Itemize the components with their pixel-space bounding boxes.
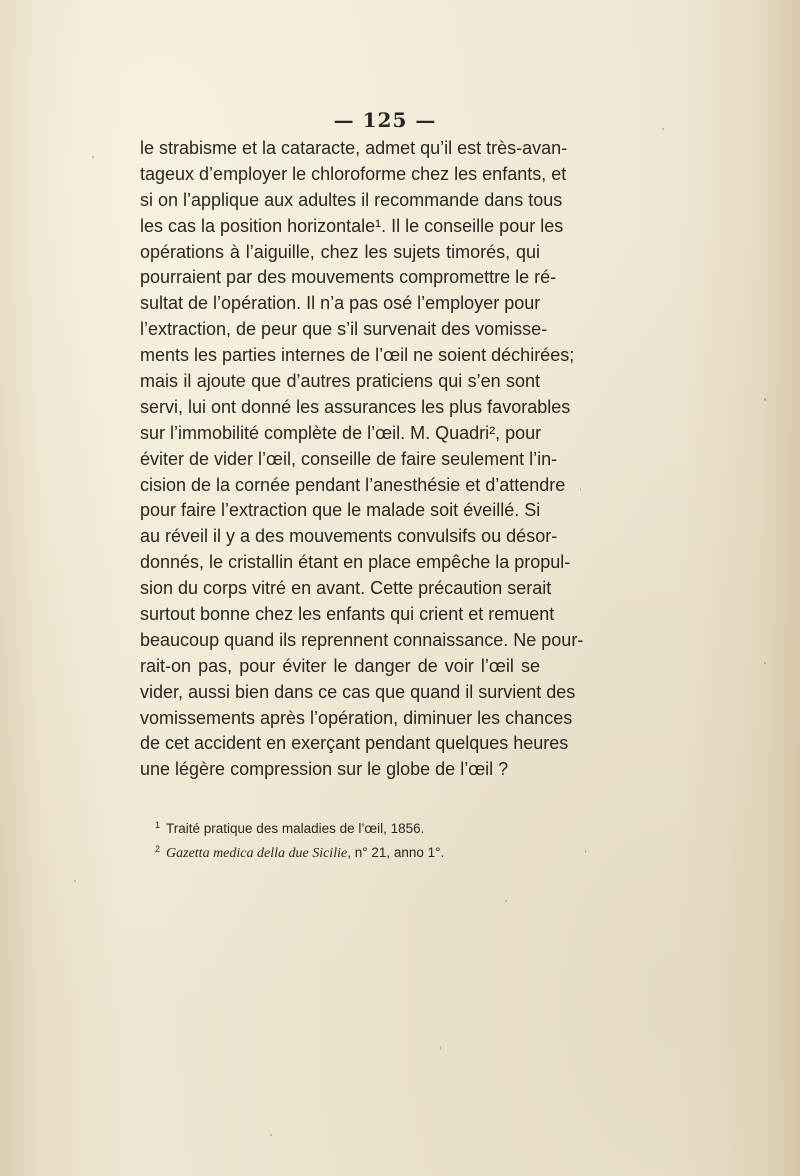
text-line: servi, lui ont donné les assurances les plus favorables [140,396,571,417]
text-line: une légère compression sur le globe de l’œil ? [140,759,509,780]
text-line: surtout bonne chez les enfants qui crient et remuent [140,604,555,625]
page-number: — 125 — [333,108,437,132]
text-line: ments les parties internes de l’œil ne soient déchirées; [140,345,575,366]
footnote-text: Traité pratique des maladies de l’œil, 1856. [166,821,425,836]
footnote-title: Gazetta medica della due Sicilie [166,846,348,861]
text-line: si on l’applique aux adultes il recommande dans tous [140,189,563,210]
text-line: vider, aussi bien dans ce cas que quand il survient des [140,681,576,702]
text-line: les cas la position horizontale¹. Il le conseille pour les [140,215,564,236]
text-line: donnés, le cristallin étant en place empêche la propul- [140,552,571,573]
text-line: vomissements après l’opération, diminuer les chances [140,707,573,728]
footnote-mark: 1 [155,820,161,830]
text-line: tageux d’employer le chloroforme chez les enfants, et [140,163,567,184]
text-line: sion du corps vitré en avant. Cette précaution serait [140,578,552,599]
footnote [155,839,444,864]
text-line: éviter de vider l’œil, conseille de faire seulement l’in- [140,448,558,469]
text-line: le strabisme et la cataracte, admet qu’il est très-avan- [140,138,568,158]
text-line: sultat de l’opération. Il n’a pas osé l’employer pour [140,293,541,314]
text-line: opérations à l’aiguille, chez les sujets timorés, qui [140,241,540,262]
text-line: sur l’immobilité complète de l’œil. M. Quadri², pour [140,422,542,443]
body-text [140,136,584,783]
text-line: cision de la cornée pendant l’anesthésie et d’attendre [140,474,566,495]
footnote-text: , n° 21, anno 1°. [347,845,445,860]
text-line: rait-on pas, pour éviter le danger de voir l’œil se [140,655,540,676]
text-line: mais il ajoute que d’autres praticiens qui s’en sont [140,371,540,392]
footnotes [155,815,444,864]
text-line: de cet accident en exerçant pendant quelques heures [140,733,569,754]
text-line: beaucoup quand ils reprennent connaissance. Ne pour- [140,629,584,650]
text-line: pourraient par des mouvements compromettre le ré- [140,267,557,288]
text-line: l’extraction, de peur que s’il survenait des vomisse- [140,319,548,340]
footnote-mark: 2 [155,844,161,854]
text-line: pour faire l’extraction que le malade soit éveillé. Si [140,500,541,521]
footnote [155,815,444,839]
text-line: au réveil il y a des mouvements convulsifs ou désor- [140,526,558,547]
